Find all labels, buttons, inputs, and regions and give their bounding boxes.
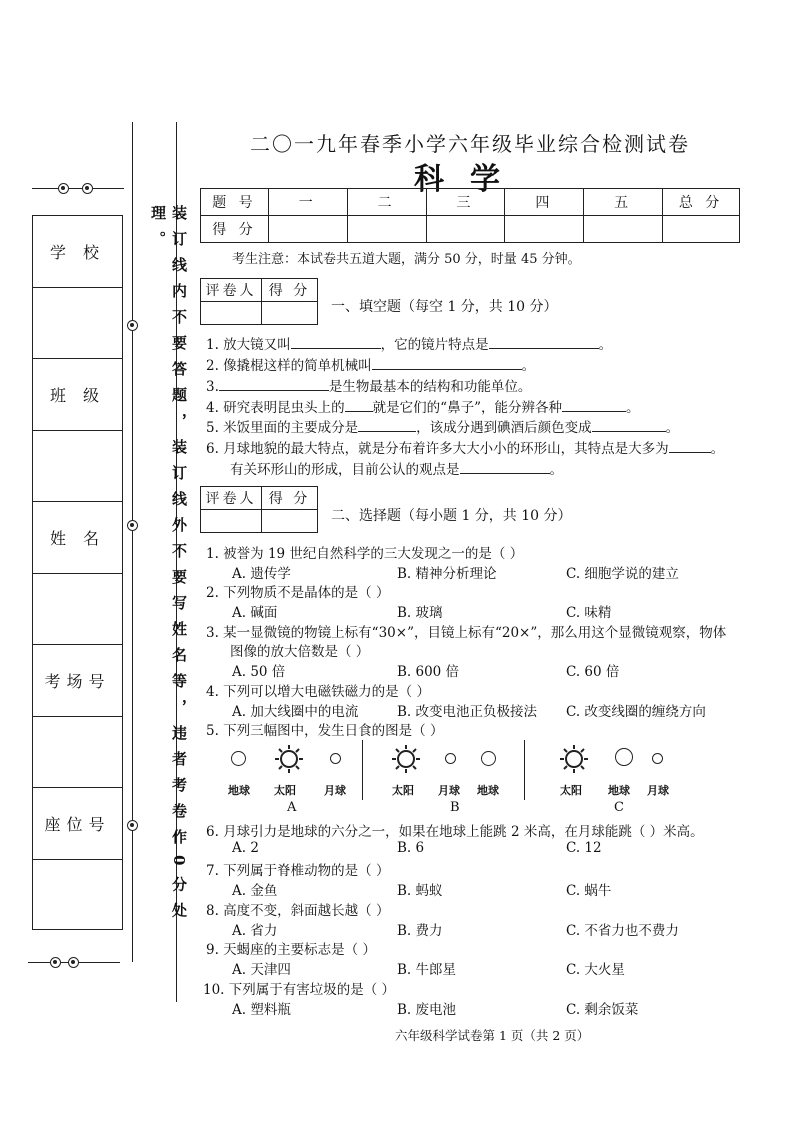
- q4-option-a[interactable]: A. 加大线圈中的电流: [232, 704, 359, 720]
- q6-option-c[interactable]: C. 12: [566, 840, 602, 856]
- q10-option-b[interactable]: B. 废电池: [397, 1002, 457, 1018]
- section1-heading: 一、填空题（每空 1 分，共 10 分）: [331, 299, 558, 315]
- q1-option-c[interactable]: C. 细胞学说的建立: [566, 566, 679, 582]
- fill-q5: 5. 米饭里面的主要成分是 ，该成分遇到碘酒后颜色变成 。: [206, 420, 680, 436]
- q8-option-b[interactable]: B. 费力: [397, 923, 443, 939]
- page-footer: 六年级科学试卷第 1 页（共 2 页）: [395, 1028, 590, 1043]
- q8-option-a[interactable]: A. 省力: [232, 923, 278, 939]
- binding-top-rule: [32, 188, 124, 189]
- binding-hole-3: [127, 820, 138, 831]
- q2-option-b[interactable]: B. 玻璃: [397, 605, 443, 621]
- binding-warning-text: 装订线内不要答题，装订线外不要写姓名等，违者考卷作0分处理。: [149, 205, 188, 929]
- moon-icon: [445, 753, 456, 764]
- student-info-box: [32, 215, 123, 930]
- q1-option-a[interactable]: A. 遗传学: [232, 566, 291, 582]
- field-seat-input[interactable]: [33, 860, 122, 932]
- diagram-b-letter: B: [450, 800, 460, 815]
- grader-cell[interactable]: [262, 302, 318, 325]
- q10-option-a[interactable]: A. 塑料瓶: [232, 1002, 291, 1018]
- score-header-cell: 一: [268, 189, 347, 216]
- choice-q9: 9. 天蝎座的主要标志是（ ）: [206, 942, 376, 958]
- grader-label: 评卷人: [201, 279, 262, 302]
- q6-option-a[interactable]: A. 2: [232, 840, 259, 856]
- diagram-a-letter: A: [287, 800, 297, 815]
- q2-option-c[interactable]: C. 味精: [566, 605, 612, 621]
- grader-cell[interactable]: [201, 302, 262, 325]
- exam-notice: 考生注意：本试卷共五道大题，满分 50 分，时量 45 分钟。: [232, 252, 581, 267]
- field-school-input[interactable]: [33, 288, 122, 360]
- q6-option-b[interactable]: B. 6: [397, 840, 425, 856]
- field-class-label: 班 级: [33, 359, 122, 431]
- score-cell[interactable]: [505, 216, 584, 243]
- answer-blank[interactable]: [592, 418, 666, 432]
- choice-q3-cont: 图像的放大倍数是（ ）: [230, 644, 370, 660]
- sun-icon: [559, 744, 589, 774]
- field-name-label: 姓 名: [33, 502, 122, 574]
- q9-option-b[interactable]: B. 牛郎星: [397, 962, 457, 978]
- q9-option-a[interactable]: A. 天津四: [232, 962, 291, 978]
- q9-option-c[interactable]: C. 大火星: [566, 962, 625, 978]
- score-cell[interactable]: [426, 216, 505, 243]
- q10-option-c[interactable]: C. 剩余饭菜: [566, 1002, 639, 1018]
- field-room-label: 考场号: [33, 645, 122, 717]
- answer-blank[interactable]: [345, 398, 373, 412]
- exam-title: 二〇一九年春季小学六年级毕业综合检测试卷: [250, 132, 690, 156]
- answer-blank[interactable]: [562, 398, 626, 412]
- diagram-a-label-2: 太阳: [274, 784, 296, 797]
- q4-option-b[interactable]: B. 改变电池正负极接法: [397, 704, 538, 720]
- field-class-input[interactable]: [33, 431, 122, 503]
- choice-q4: 4. 下列可以增大电磁铁磁力的是（ ）: [206, 684, 430, 700]
- grader-box-2: [200, 486, 318, 533]
- grader-score-label: 得 分: [262, 279, 318, 302]
- diagram-divider: [362, 740, 363, 800]
- choice-q2: 2. 下列物质不是晶体的是（ ）: [206, 585, 390, 601]
- subject-title: 科学: [414, 162, 526, 197]
- grader-cell[interactable]: [262, 510, 318, 533]
- earth-icon: [615, 748, 633, 766]
- diagram-a-label-3: 月球: [324, 784, 346, 797]
- choice-q5: 5. 下列三幅图中，发生日食的图是（ ）: [206, 723, 444, 739]
- answer-blank[interactable]: [460, 460, 550, 474]
- choice-q8: 8. 高度不变，斜面越长越（ ）: [206, 903, 390, 919]
- binding-ring-bottom-2: [68, 957, 79, 968]
- binding-ring-top-1: [58, 183, 69, 194]
- earth-icon: [231, 751, 246, 766]
- grader-cell[interactable]: [201, 510, 262, 533]
- diagram-divider: [524, 740, 525, 800]
- diagram-c-letter: C: [614, 800, 624, 815]
- choice-q6: 6. 月球引力是地球的六分之一，如果在地球上能跳 2 米高，在月球能跳（ ）米高。: [206, 824, 704, 840]
- section2-heading: 二、选择题（每小题 1 分，共 10 分）: [331, 508, 572, 524]
- score-cell[interactable]: [268, 216, 347, 243]
- diagram-b-label-3: 地球: [477, 784, 499, 797]
- score-cell[interactable]: [347, 216, 426, 243]
- binding-ring-bottom-1: [50, 957, 61, 968]
- grader-label: 评卷人: [201, 487, 262, 510]
- score-cell[interactable]: [663, 216, 740, 243]
- score-header-cell: 三: [426, 189, 505, 216]
- answer-blank[interactable]: [489, 335, 599, 349]
- choice-q10: 10. 下列属于有害垃圾的是（ ）: [203, 982, 396, 998]
- answer-blank[interactable]: [669, 439, 711, 453]
- binding-line-left: [132, 122, 133, 962]
- moon-icon: [330, 753, 341, 764]
- q2-option-a[interactable]: A. 碱面: [232, 605, 278, 621]
- q1-option-b[interactable]: B. 精神分析理论: [397, 566, 497, 582]
- choice-q1: 1. 被誉为 19 世纪自然科学的三大发现之一的是（ ）: [206, 546, 524, 562]
- score-header-cell: 四: [505, 189, 584, 216]
- grader-box-1: [200, 278, 318, 325]
- sun-icon: [391, 744, 421, 774]
- field-school-label: 学 校: [33, 216, 122, 288]
- diagram-c-label-2: 地球: [608, 784, 630, 797]
- score-header-cell: 总 分: [663, 189, 740, 216]
- q7-option-a[interactable]: A. 金鱼: [232, 883, 278, 899]
- score-header-cell: 题 号: [201, 189, 269, 216]
- grader-score-label: 得 分: [262, 487, 318, 510]
- answer-blank[interactable]: [372, 356, 522, 370]
- answer-blank[interactable]: [219, 377, 329, 391]
- moon-icon: [652, 753, 663, 764]
- q7-option-c[interactable]: C. 蜗牛: [566, 883, 612, 899]
- field-seat-label: 座位号: [33, 788, 122, 860]
- q3-option-b[interactable]: B. 600 倍: [397, 664, 460, 680]
- fill-q1: 1. 放大镜又叫 ，它的镜片特点是 。: [206, 337, 613, 353]
- binding-hole-2: [127, 520, 138, 531]
- q7-option-b[interactable]: B. 蚂蚁: [397, 883, 443, 899]
- field-name-input[interactable]: [33, 574, 122, 646]
- score-table: [200, 188, 740, 243]
- score-header-cell: 二: [347, 189, 426, 216]
- field-room-input[interactable]: [33, 717, 122, 789]
- diagram-b-label-2: 月球: [438, 784, 460, 797]
- score-header-cell: 五: [584, 189, 663, 216]
- fill-q6: 6. 月球地貌的最大特点，就是分布着许多大大小小的环形山，其特点是大多为 。: [206, 441, 725, 457]
- fill-q2: 2. 像撬棍这样的简单机械叫 。: [206, 358, 536, 374]
- answer-blank[interactable]: [358, 418, 416, 432]
- sun-icon: [274, 744, 304, 774]
- earth-icon: [481, 751, 496, 766]
- diagram-b-label-1: 太阳: [392, 784, 414, 797]
- fill-q6-cont: 有关环形山的形成，目前公认的观点是 。: [230, 462, 563, 478]
- q8-option-c[interactable]: C. 不省力也不费力: [566, 923, 679, 939]
- q3-option-c[interactable]: C. 60 倍: [566, 664, 620, 680]
- answer-blank[interactable]: [291, 335, 381, 349]
- diagram-c-label-1: 太阳: [560, 784, 582, 797]
- binding-ring-top-2: [82, 183, 93, 194]
- score-row-label: 得 分: [201, 216, 269, 243]
- score-cell[interactable]: [584, 216, 663, 243]
- fill-q3: 3. 是生物最基本的结构和功能单位。: [206, 379, 532, 395]
- choice-q7: 7. 下列属于脊椎动物的是（ ）: [206, 863, 390, 879]
- diagram-c-label-3: 月球: [647, 784, 669, 797]
- q4-option-c[interactable]: C. 改变线圈的缠绕方向: [566, 704, 706, 720]
- q3-option-a[interactable]: A. 50 倍: [232, 664, 286, 680]
- binding-hole-1: [127, 320, 138, 331]
- fill-q4: 4. 研究表明昆虫头上的 就是它们的“鼻子”，能分辨各种 。: [206, 400, 640, 416]
- diagram-a-label-1: 地球: [228, 784, 250, 797]
- choice-q3: 3. 某一显微镜的物镜上标有“30×”，目镜上标有“20×”，那么用这个显微镜观察，物体: [206, 625, 727, 641]
